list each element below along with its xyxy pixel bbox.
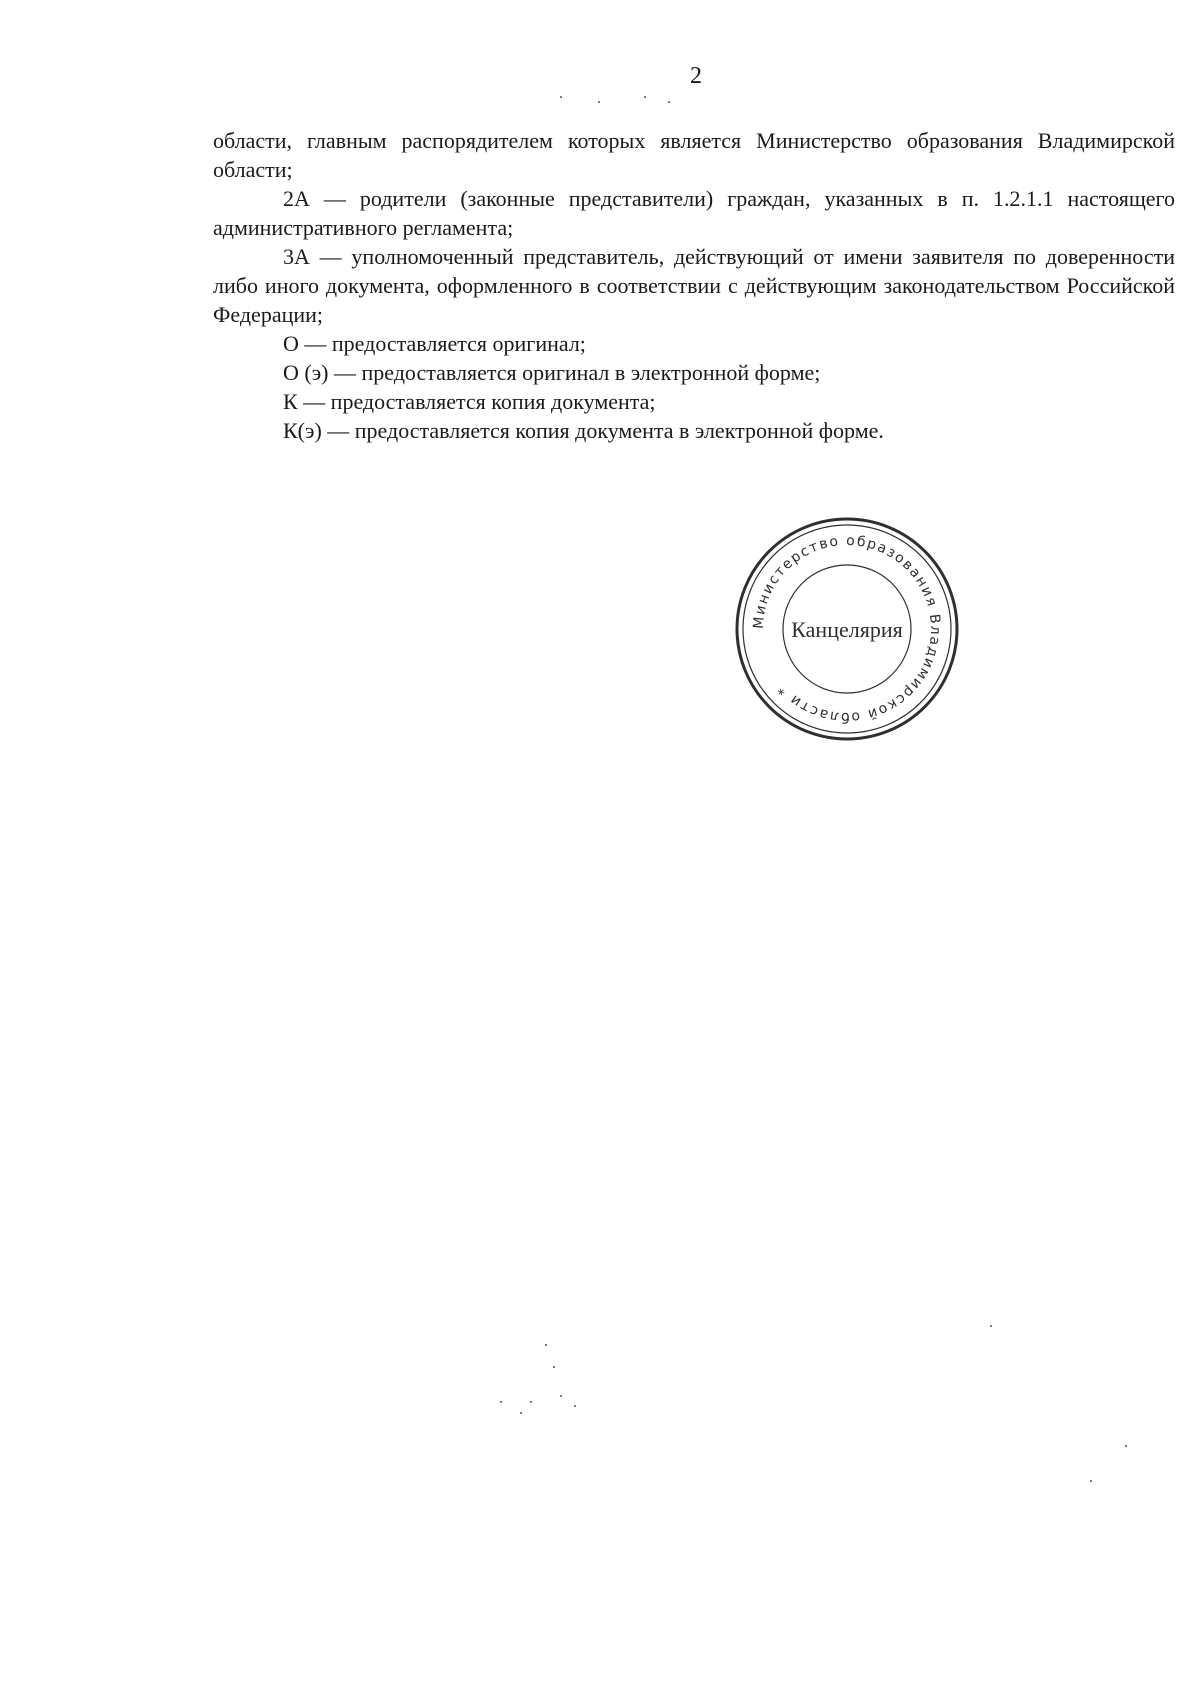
scan-speck [553,1366,555,1368]
page-number: 2 [690,63,702,89]
paragraph-2a: 2А — родители (законные представители) граждан, указанных в п. 1.2.1.1 настоящего административного регламента; [213,186,1175,240]
scan-speck [520,1412,522,1414]
paragraph-continuation: области, главным распорядителем которых является Министерство образования Владимирской области; [213,128,1175,182]
legend-copy: К — предоставляется копия документа; [283,389,656,414]
scan-speck [545,1344,547,1346]
scan-speck [560,1395,562,1397]
stamp-ring-text: Министерство образования Владимирской области * [750,532,944,726]
scan-speck [574,1405,576,1407]
legend-original: О — предоставляется оригинал; [283,331,586,356]
scan-speck [560,96,562,98]
scan-speck [598,101,600,103]
scan-speck [1125,1445,1127,1447]
office-stamp [733,515,961,743]
scan-speck [644,96,646,98]
scan-speck [990,1325,992,1327]
scan-speck [530,1401,532,1403]
scan-speck [1090,1480,1092,1482]
scan-speck [668,101,670,103]
legend-original-electronic: О (э) — предоставляется оригинал в электронной форме; [283,360,821,385]
scan-speck [500,1401,502,1403]
document-body [213,126,1175,445]
legend-copy-electronic: К(э) — предоставляется копия документа в электронной форме. [283,418,884,443]
stamp-center-text: Канцелярия [791,617,903,642]
paragraph-3a: 3А — уполномоченный представитель, действующий от имени заявителя по доверенности либо иного документа, оформленного в соответствии с действующим законодательством Российской Федерации; [213,244,1175,327]
